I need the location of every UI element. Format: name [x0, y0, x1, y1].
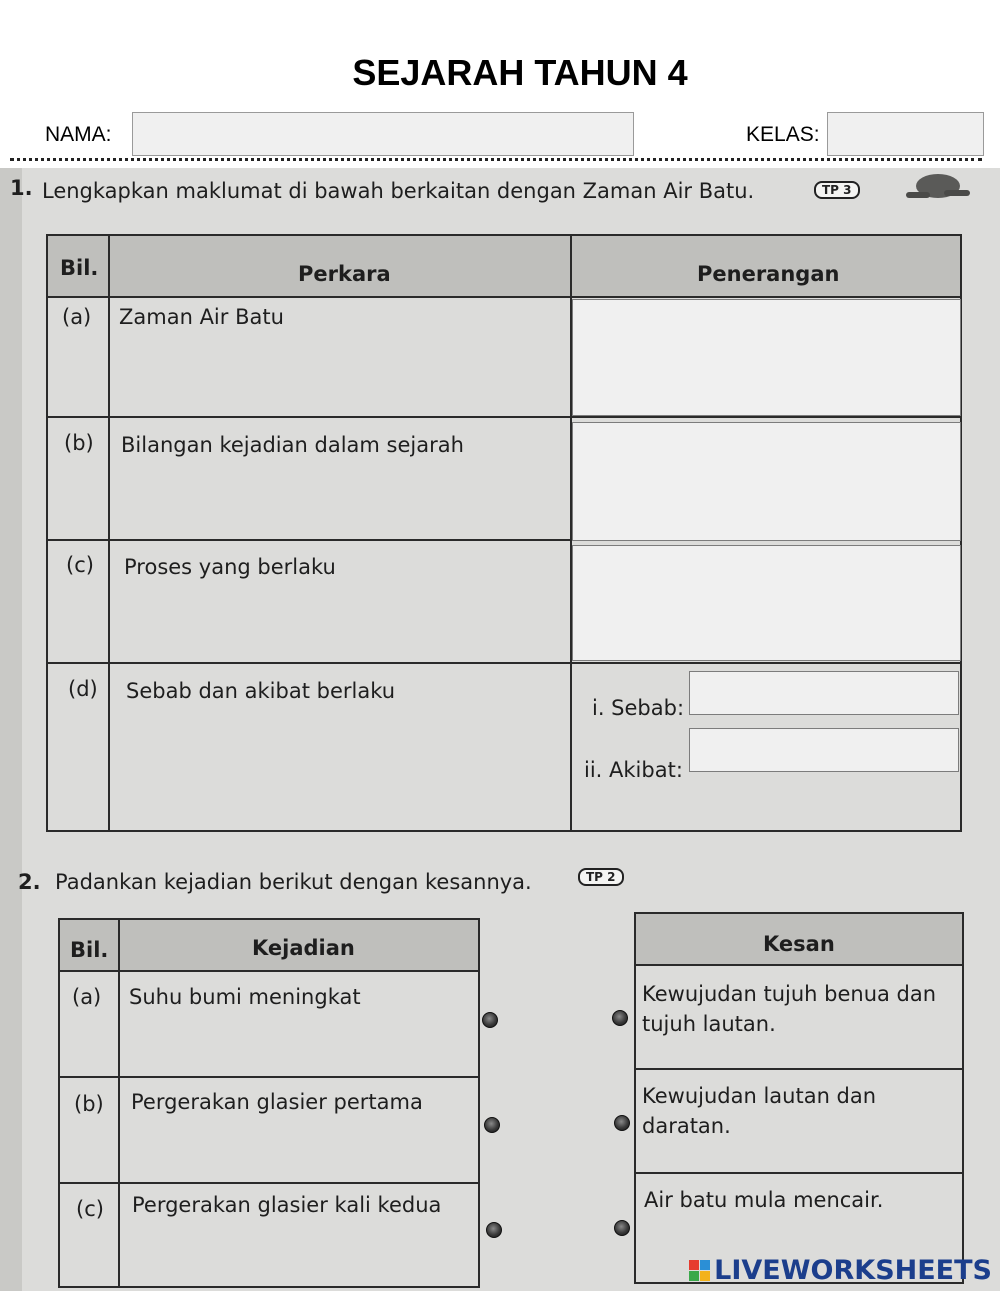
q2-row-kejadian: Pergerakan glasier kali kedua — [132, 1193, 442, 1217]
q2-row-divider — [58, 1182, 480, 1184]
q1-number: 1. — [10, 176, 33, 200]
kesan-line-2: daratan. — [642, 1114, 731, 1138]
q2-row-bil: (b) — [74, 1092, 104, 1116]
q2-col-divider — [118, 918, 120, 1288]
nama-input[interactable] — [132, 112, 634, 156]
q1-header-bil: Bil. — [60, 256, 99, 280]
q1-tp-badge: TP 3 — [814, 181, 860, 199]
match-dot-right-1[interactable] — [612, 1010, 628, 1026]
match-dot-right-2[interactable] — [614, 1115, 630, 1131]
q1-row-bil: (a) — [62, 305, 92, 329]
q1-header-perkara: Perkara — [298, 262, 391, 286]
liveworksheets-logo — [689, 1254, 992, 1286]
match-dot-left-b[interactable] — [484, 1117, 500, 1133]
q1-header-penerangan: Penerangan — [697, 262, 840, 286]
q2-number: 2. — [18, 870, 41, 894]
q2-header-bil: Bil. — [70, 938, 109, 962]
q1-instruction: Lengkapkan maklumat di bawah berkaitan dengan Zaman Air Batu. — [42, 179, 755, 203]
q2-tp-badge: TP 2 — [578, 868, 624, 886]
answer-box-akibat[interactable] — [689, 728, 959, 772]
q2-instruction: Padankan kejadian berikut dengan kesannya. — [55, 870, 532, 894]
kesan-line-1: Kewujudan lautan dan — [642, 1084, 877, 1108]
sebab-label: i. Sebab: — [592, 696, 685, 720]
liveworksheets-brand: LIVEWORKSHEETS — [714, 1254, 992, 1286]
q2-row-bil: (c) — [76, 1197, 104, 1221]
akibat-label: ii. Akibat: — [584, 758, 683, 782]
kesan-line-1: Air batu mula mencair. — [644, 1188, 884, 1212]
answer-box-sebab[interactable] — [689, 671, 959, 715]
kelas-input[interactable] — [827, 112, 984, 156]
q1-row-divider — [46, 416, 962, 418]
match-dot-left-c[interactable] — [486, 1222, 502, 1238]
q2-header-kesan: Kesan — [763, 932, 835, 956]
match-dot-right-3[interactable] — [614, 1220, 630, 1236]
q2-row-kejadian: Suhu bumi meningkat — [129, 985, 361, 1009]
q2-header-kejadian: Kejadian — [252, 936, 355, 960]
q2-row-divider — [634, 1172, 964, 1174]
q1-col-divider-1 — [108, 234, 110, 832]
q2-row-divider — [634, 964, 964, 966]
liveworksheets-mark-icon — [689, 1260, 710, 1281]
q1-row-divider — [46, 296, 962, 298]
q1-row-bil: (d) — [68, 677, 98, 701]
q2-row-divider — [58, 1076, 480, 1078]
page-title: SEJARAH TAHUN 4 — [352, 52, 688, 93]
paper-edge-shadow — [0, 168, 22, 1291]
q2-row-divider — [634, 1068, 964, 1070]
q2-row-divider — [58, 970, 480, 972]
answer-box-a[interactable] — [572, 299, 961, 416]
nama-label: NAMA: — [45, 123, 112, 146]
kesan-line-2: tujuh lautan. — [642, 1012, 776, 1036]
q1-row-perkara: Proses yang berlaku — [124, 555, 336, 579]
header-divider — [10, 158, 982, 161]
character-figure-icon — [900, 166, 974, 204]
kesan-line-1: Kewujudan tujuh benua dan — [642, 982, 937, 1006]
q2-row-bil: (a) — [72, 985, 102, 1009]
q1-row-perkara: Zaman Air Batu — [119, 305, 284, 329]
q1-row-bil: (b) — [64, 431, 94, 455]
match-dot-left-a[interactable] — [482, 1012, 498, 1028]
answer-box-c[interactable] — [572, 545, 961, 661]
kelas-label: KELAS: — [746, 123, 820, 146]
q1-row-perkara: Bilangan kejadian dalam sejarah — [121, 433, 464, 457]
q1-row-bil: (c) — [66, 553, 94, 577]
answer-box-b[interactable] — [572, 422, 961, 541]
q1-row-divider — [46, 662, 962, 664]
q2-row-kejadian: Pergerakan glasier pertama — [131, 1090, 423, 1114]
q1-row-perkara: Sebab dan akibat berlaku — [126, 679, 396, 703]
